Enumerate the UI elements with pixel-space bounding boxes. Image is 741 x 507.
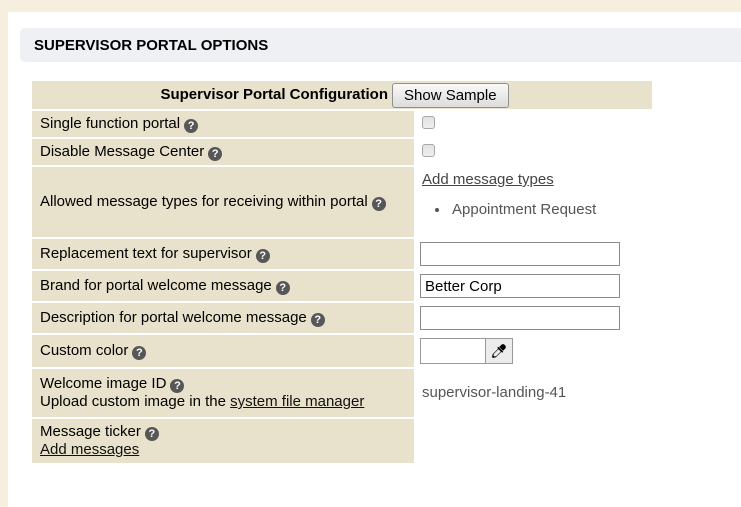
table-row (32, 139, 652, 165)
system-file-manager-link[interactable]: system file manager (230, 393, 365, 410)
help-icon[interactable]: ? (276, 281, 290, 295)
supervisor-portal-config-table (30, 79, 654, 465)
help-icon[interactable]: ? (184, 119, 198, 133)
custom-color-input[interactable] (420, 338, 486, 364)
row-label: Single function portal (40, 115, 181, 132)
help-icon[interactable]: ? (170, 379, 184, 393)
replacement-text-input[interactable] (420, 242, 620, 266)
add-messages-link[interactable]: Add messages (40, 441, 140, 458)
upload-image-text: Upload custom image in the (40, 393, 231, 410)
description-welcome-message-input[interactable] (420, 306, 620, 330)
table-title: Supervisor Portal Configuration (160, 86, 388, 103)
help-icon[interactable]: ? (256, 249, 270, 263)
help-icon[interactable]: ? (145, 427, 159, 441)
row-label: Allowed message types for receiving within portal (40, 193, 368, 210)
row-label: Message ticker (40, 423, 141, 440)
disable-message-center-checkbox[interactable] (422, 144, 435, 157)
add-message-types-link[interactable]: Add message types (422, 171, 554, 188)
help-icon[interactable]: ? (208, 147, 222, 161)
eyedropper-icon (491, 343, 507, 359)
table-row (32, 111, 652, 137)
color-picker-button[interactable] (486, 338, 513, 364)
message-type-item: • Appointment Request (450, 201, 648, 219)
help-icon[interactable]: ? (132, 346, 146, 360)
allowed-message-types-list (422, 201, 648, 219)
single-function-portal-checkbox[interactable] (422, 116, 435, 129)
page-title-text: SUPERVISOR PORTAL OPTIONS (34, 36, 269, 54)
help-icon[interactable]: ? (311, 313, 325, 327)
table-row (32, 167, 652, 237)
row-label: Custom color (40, 342, 129, 359)
row-label: Brand for portal welcome message (40, 277, 272, 294)
brand-welcome-message-input[interactable] (420, 274, 620, 298)
page-title (20, 28, 741, 62)
welcome-image-id-value: supervisor-landing-41 (422, 384, 567, 401)
table-row (32, 239, 652, 269)
table-row (32, 419, 652, 463)
row-label: Welcome image ID (40, 375, 167, 392)
row-label: Description for portal welcome message (40, 309, 307, 326)
row-label: Disable Message Center (40, 143, 205, 160)
table-row (32, 303, 652, 333)
show-sample-button[interactable]: Show Sample (392, 83, 509, 108)
table-row (32, 369, 652, 417)
table-row (32, 335, 652, 367)
row-label: Replacement text for supervisor (40, 245, 252, 262)
table-header-row (32, 81, 652, 109)
content-panel (8, 12, 741, 507)
table-row (32, 271, 652, 301)
help-icon[interactable]: ? (372, 197, 386, 211)
